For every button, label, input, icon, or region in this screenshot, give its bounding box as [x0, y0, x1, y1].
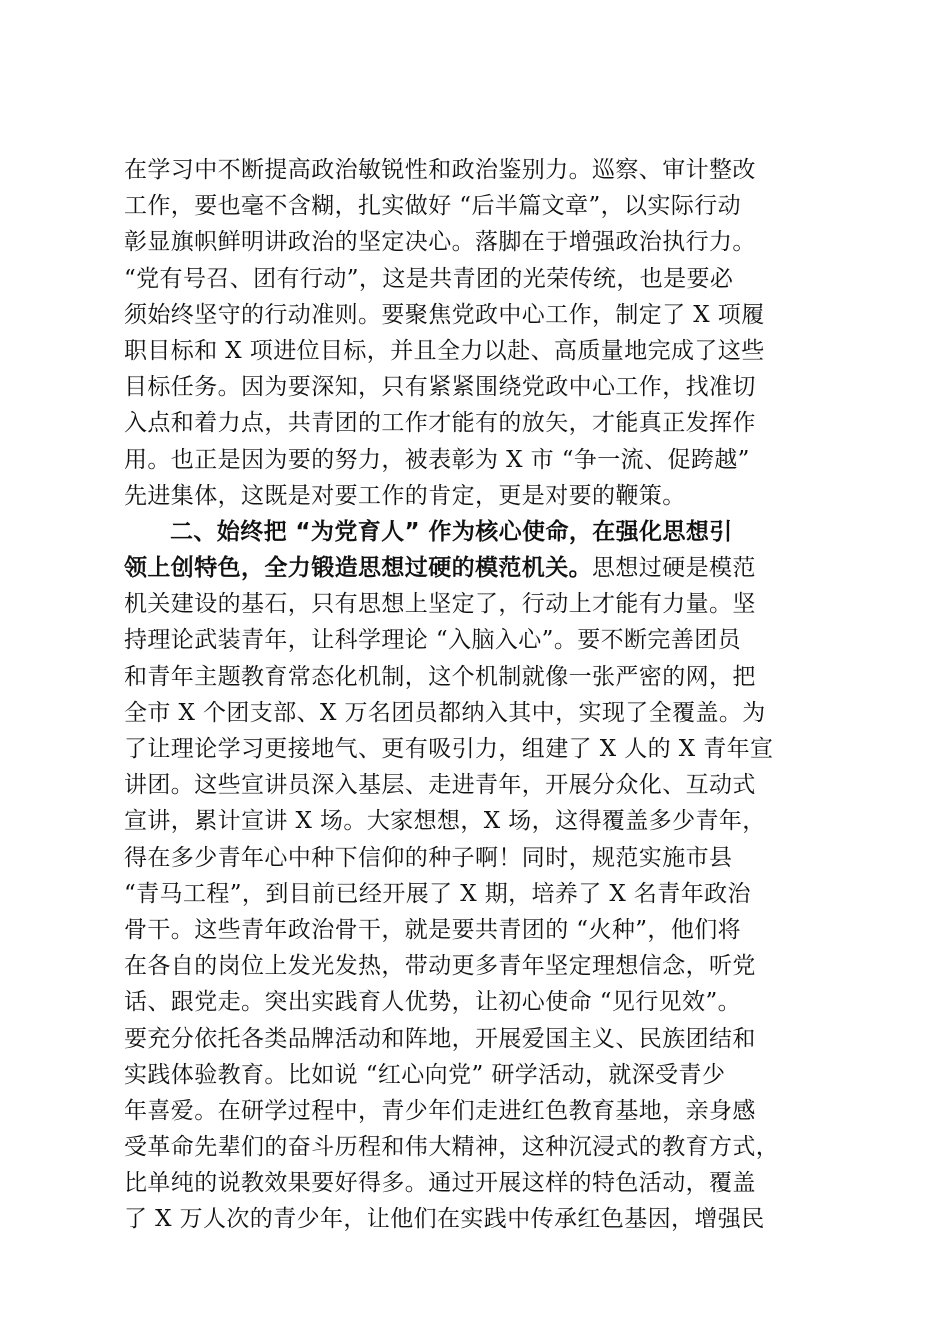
text-line: 了让理论学习更接地气、更有吸引力，组建了 X 人的 X 青年宣: [124, 736, 774, 762]
text-line: 全市 X 个团支部、X 万名团员都纳入其中，实现了全覆盖。为: [124, 699, 766, 726]
text-line: 得在多少青年心中种下信仰的种子啊！同时，规范实施市县: [124, 844, 733, 871]
text-line: “青马工程”，到目前已经开展了 X 期，培养了 X 名青年政治: [124, 880, 751, 907]
text-line: 先进集体，这既是对要工作的肯定，更是对要的鞭策。: [124, 482, 686, 509]
section-heading-line-1: 二、始终把 “为党育人” 作为核心使命，在强化思想引: [170, 518, 733, 545]
text-line: 入点和着力点，共青团的工作才能有的放矢，才能真正发挥作: [124, 410, 756, 437]
section-heading-text: 领上创特色，全力锻造思想过硬的模范机关。: [124, 555, 592, 582]
text-line: 在学习中不断提高政治敏锐性和政治鉴别力。巡察、审计整改: [124, 157, 756, 183]
text-line: 工作，要也毫不含糊，扎实做好 “后半篇文章”，以实际行动: [124, 193, 742, 220]
text-line: 彰显旗帜鲜明讲政治的坚定决心。落脚在于增强政治执行力。: [124, 229, 756, 256]
text-line: 目标任务。因为要深知，只有紧紧围绕党政中心工作，找准切: [124, 374, 756, 401]
text-line: “党有号召、团有行动”，这是共青团的光荣传统，也是要必: [124, 265, 734, 292]
text-line: 职目标和 X 项进位目标，并且全力以赴、高质量地完成了这些: [124, 337, 765, 364]
text-line: 讲团。这些宣讲员深入基层、走进青年，开展分众化、互动式: [124, 772, 756, 799]
text-line: 比单纯的说教效果要好得多。通过开展这样的特色活动，覆盖: [124, 1170, 756, 1197]
text-line: 话、跟党走。突出实践育人优势，让初心使命 “见行见效”。: [124, 989, 742, 1016]
text-line: 持理论武装青年，让科学理论 “入脑入心”。要不断完善团员: [124, 627, 742, 654]
text-line: 宣讲，累计宣讲 X 场。大家想想，X 场，这得覆盖多少青年，: [124, 808, 766, 835]
text-line: 须始终坚守的行动准则。要聚焦党政中心工作，制定了 X 项履: [124, 301, 765, 328]
text-line: 用。也正是因为要的努力，被表彰为 X 市 “争一流、促跨越”: [124, 446, 750, 473]
text-line: 在各自的岗位上发光发热，带动更多青年坚定理想信念，听党: [124, 953, 756, 980]
text-line: 和青年主题教育常态化机制，这个机制就像一张严密的网，把: [124, 663, 756, 690]
text-line: 受革命先辈们的奋斗历程和伟大精神，这种沉浸式的教育方式，: [124, 1134, 780, 1161]
text-line: 了 X 万人次的青少年，让他们在实践中传承红色基因，增强民: [124, 1206, 765, 1233]
text-line: 骨干。这些青年政治骨干，就是要共青团的 “火种”，他们将: [124, 916, 742, 943]
document-body: [124, 152, 826, 1238]
text-line: 要充分依托各类品牌活动和阵地，开展爱国主义、民族团结和: [124, 1025, 756, 1052]
section-heading-line-2: [124, 550, 826, 586]
text-line: 年喜爱。在研学过程中，青少年们走进红色教育基地，亲身感: [124, 1097, 756, 1124]
text-line: 实践体验教育。比如说 “红心向党” 研学活动，就深受青少: [124, 1061, 726, 1088]
text-line: 机关建设的基石，只有思想上坚定了，行动上才能有力量。坚: [124, 591, 756, 618]
section-body-start: 思想过硬是模范: [592, 555, 756, 582]
